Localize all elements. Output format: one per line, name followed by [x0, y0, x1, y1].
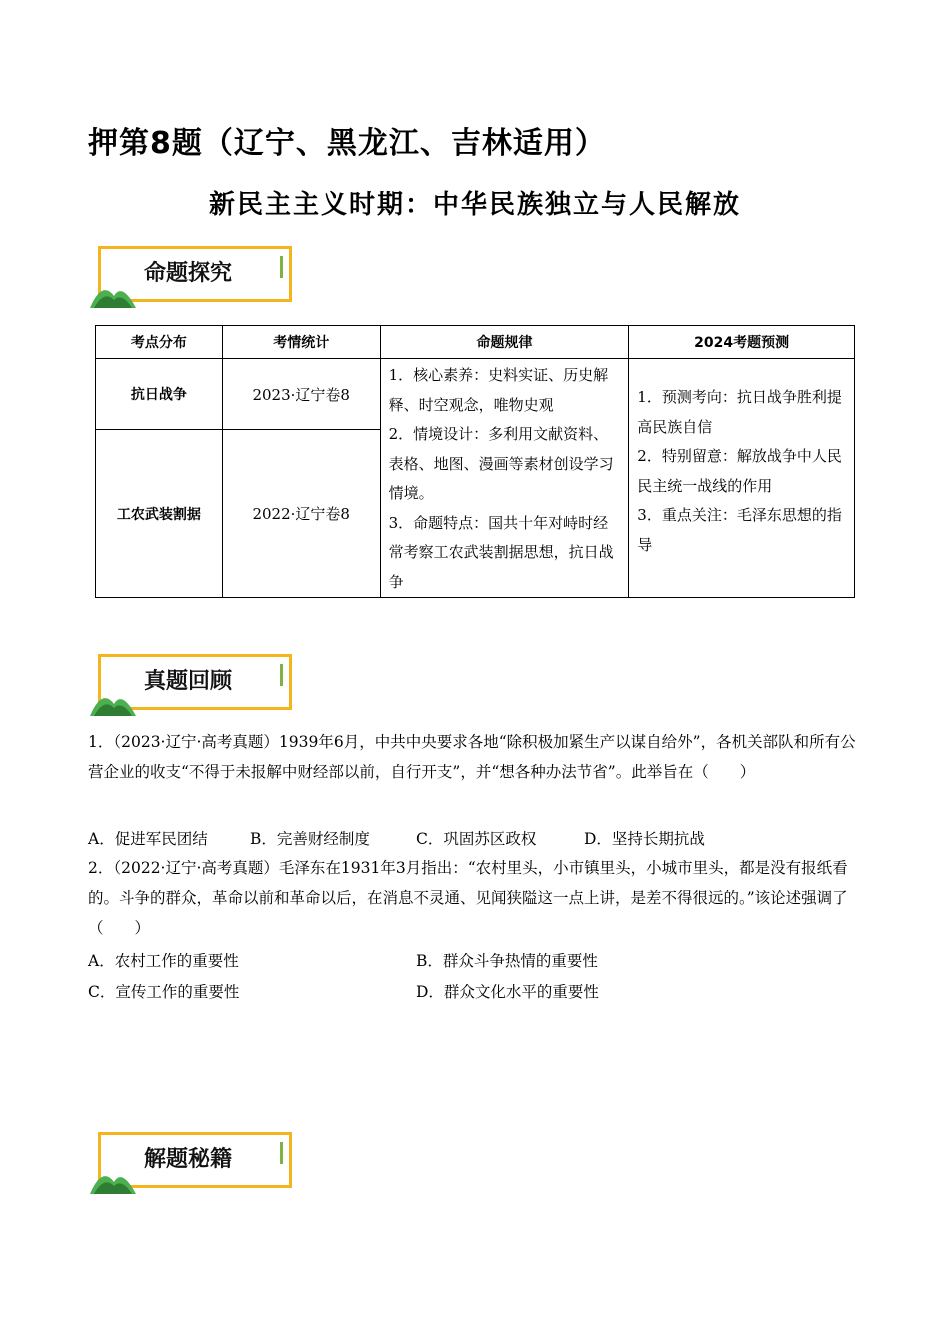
prediction-item: 3．重点关注：毛泽东思想的指导 [637, 506, 842, 554]
prediction-item: 2．特别留意：解放战争中人民民主统一战线的作用 [637, 447, 842, 495]
answer-option[interactable]: C．宣传工作的重要性 [88, 983, 240, 1001]
exam-analysis-table [95, 325, 855, 598]
section-banner-review [90, 654, 296, 720]
banner-accent-bar [280, 256, 283, 278]
topic-cell: 抗日战争 [96, 359, 223, 430]
answer-option[interactable]: C．巩固苏区政权 [416, 830, 537, 848]
prediction-cell [629, 359, 855, 598]
page-title: 押第8题（辽宁、黑龙江、吉林适用） [88, 126, 606, 161]
answer-option[interactable]: B．完善财经制度 [250, 830, 370, 848]
answer-option[interactable]: D．群众文化水平的重要性 [416, 983, 599, 1001]
table-row [96, 359, 855, 430]
section-title: 真题回顾 [144, 669, 233, 694]
table-header-row [96, 326, 855, 359]
answer-option[interactable]: B．群众斗争热情的重要性 [416, 952, 598, 970]
answer-option[interactable]: A．促进军民团结 [88, 830, 208, 848]
prediction-item: 1．预测考向：抗日战争胜利提高民族自信 [637, 388, 842, 436]
stat-cell: 2022·辽宁卷8 [222, 430, 380, 598]
hills-icon [90, 678, 140, 718]
answer-option[interactable]: A．农村工作的重要性 [88, 952, 239, 970]
banner-accent-bar [280, 1142, 283, 1164]
topic-cell: 工农武装割据 [96, 430, 223, 598]
rules-cell [380, 359, 629, 598]
rule-item: 3．命题特点：国共十年对峙时经常考察工农武装割据思想，抗日战争 [388, 513, 614, 591]
section-title: 解题秘籍 [144, 1147, 233, 1172]
answer-option[interactable]: D．坚持长期抗战 [584, 830, 705, 848]
rule-item: 2．情境设计：多利用文献资料、表格、地图、漫画等素材创设学习情境。 [388, 425, 614, 502]
question-stem: 1．（2023·辽宁·高考真题）1939年6月，中共中央要求各地“除积极加紧生产以谋自给外”，各机关部队和所有公营企业的收支“不得于未报解中财经部以前，自行开支”，并“想各种办法节省”。此举旨在（ ） [88, 733, 856, 781]
table-header: 2024考题预测 [629, 326, 855, 359]
section-banner-tips [90, 1132, 296, 1198]
hills-icon [90, 1156, 140, 1196]
table-header: 考情统计 [222, 326, 380, 359]
hills-icon [90, 270, 140, 310]
rule-item: 1．核心素养：史料实证、历史解释、时空观念，唯物史观 [388, 366, 609, 414]
table-header: 考点分布 [96, 326, 223, 359]
question-stem: 2．（2022·辽宁·高考真题）毛泽东在1931年3月指出：“农村里头，小市镇里头，小城市里头，都是没有报纸看的。斗争的群众，革命以前和革命以后，在消息不灵通、见闻狭隘这一点上讲，是差不得很远的。”该论述强调了（ ） [88, 859, 848, 937]
banner-accent-bar [280, 664, 283, 686]
section-title: 命题探究 [144, 261, 233, 286]
table-header: 命题规律 [380, 326, 629, 359]
stat-cell: 2023·辽宁卷8 [222, 359, 380, 430]
page-subtitle: 新民主主义时期：中华民族独立与人民解放 [208, 190, 741, 220]
section-banner-explore [90, 246, 296, 312]
